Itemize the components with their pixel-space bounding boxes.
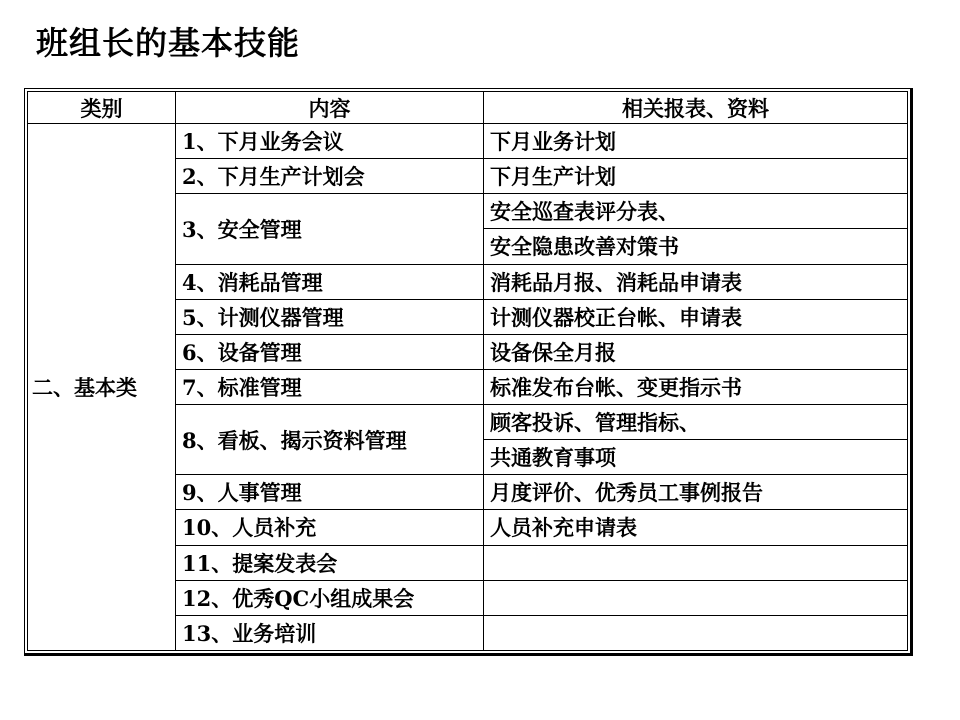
docs-cell: 计测仪器校正台帐、申请表 (484, 299, 908, 334)
docs-cell (484, 545, 908, 580)
content-cell: 13、业务培训 (176, 615, 484, 650)
docs-cell: 设备保全月报 (484, 334, 908, 369)
docs-cell: 下月业务计划 (484, 124, 908, 159)
content-cell: 3、安全管理 (176, 194, 484, 264)
content-cell: 5、计测仪器管理 (176, 299, 484, 334)
content-cell: 7、标准管理 (176, 369, 484, 404)
table-body (28, 124, 908, 651)
docs-cell: 共通教育事项 (484, 440, 908, 475)
skills-table-frame (24, 88, 913, 656)
header-docs: 相关报表、资料 (484, 92, 908, 124)
table-row (28, 124, 908, 159)
skills-table (27, 91, 908, 651)
docs-cell: 顾客投诉、管理指标、 (484, 405, 908, 440)
docs-cell: 月度评价、优秀员工事例报告 (484, 475, 908, 510)
docs-cell (484, 615, 908, 650)
content-cell: 10、人员补充 (176, 510, 484, 545)
header-category: 类别 (28, 92, 176, 124)
docs-cell: 安全隐患改善对策书 (484, 229, 908, 264)
docs-cell: 下月生产计划 (484, 159, 908, 194)
docs-cell: 消耗品月报、消耗品申请表 (484, 264, 908, 299)
content-cell: 6、设备管理 (176, 334, 484, 369)
docs-cell: 安全巡查表评分表、 (484, 194, 908, 229)
docs-cell: 标准发布台帐、变更指示书 (484, 369, 908, 404)
content-cell: 8、看板、揭示资料管理 (176, 405, 484, 475)
docs-cell: 人员补充申请表 (484, 510, 908, 545)
content-cell: 11、提案发表会 (176, 545, 484, 580)
header-content: 内容 (176, 92, 484, 124)
table-header-row (28, 92, 908, 124)
content-cell: 4、消耗品管理 (176, 264, 484, 299)
docs-cell (484, 580, 908, 615)
page-title: 班组长的基本技能 (36, 24, 301, 62)
content-cell: 1、下月业务会议 (176, 124, 484, 159)
content-cell: 2、下月生产计划会 (176, 159, 484, 194)
content-cell: 12、优秀QC小组成果会 (176, 580, 484, 615)
content-cell: 9、人事管理 (176, 475, 484, 510)
category-cell: 二、基本类 (28, 124, 176, 651)
